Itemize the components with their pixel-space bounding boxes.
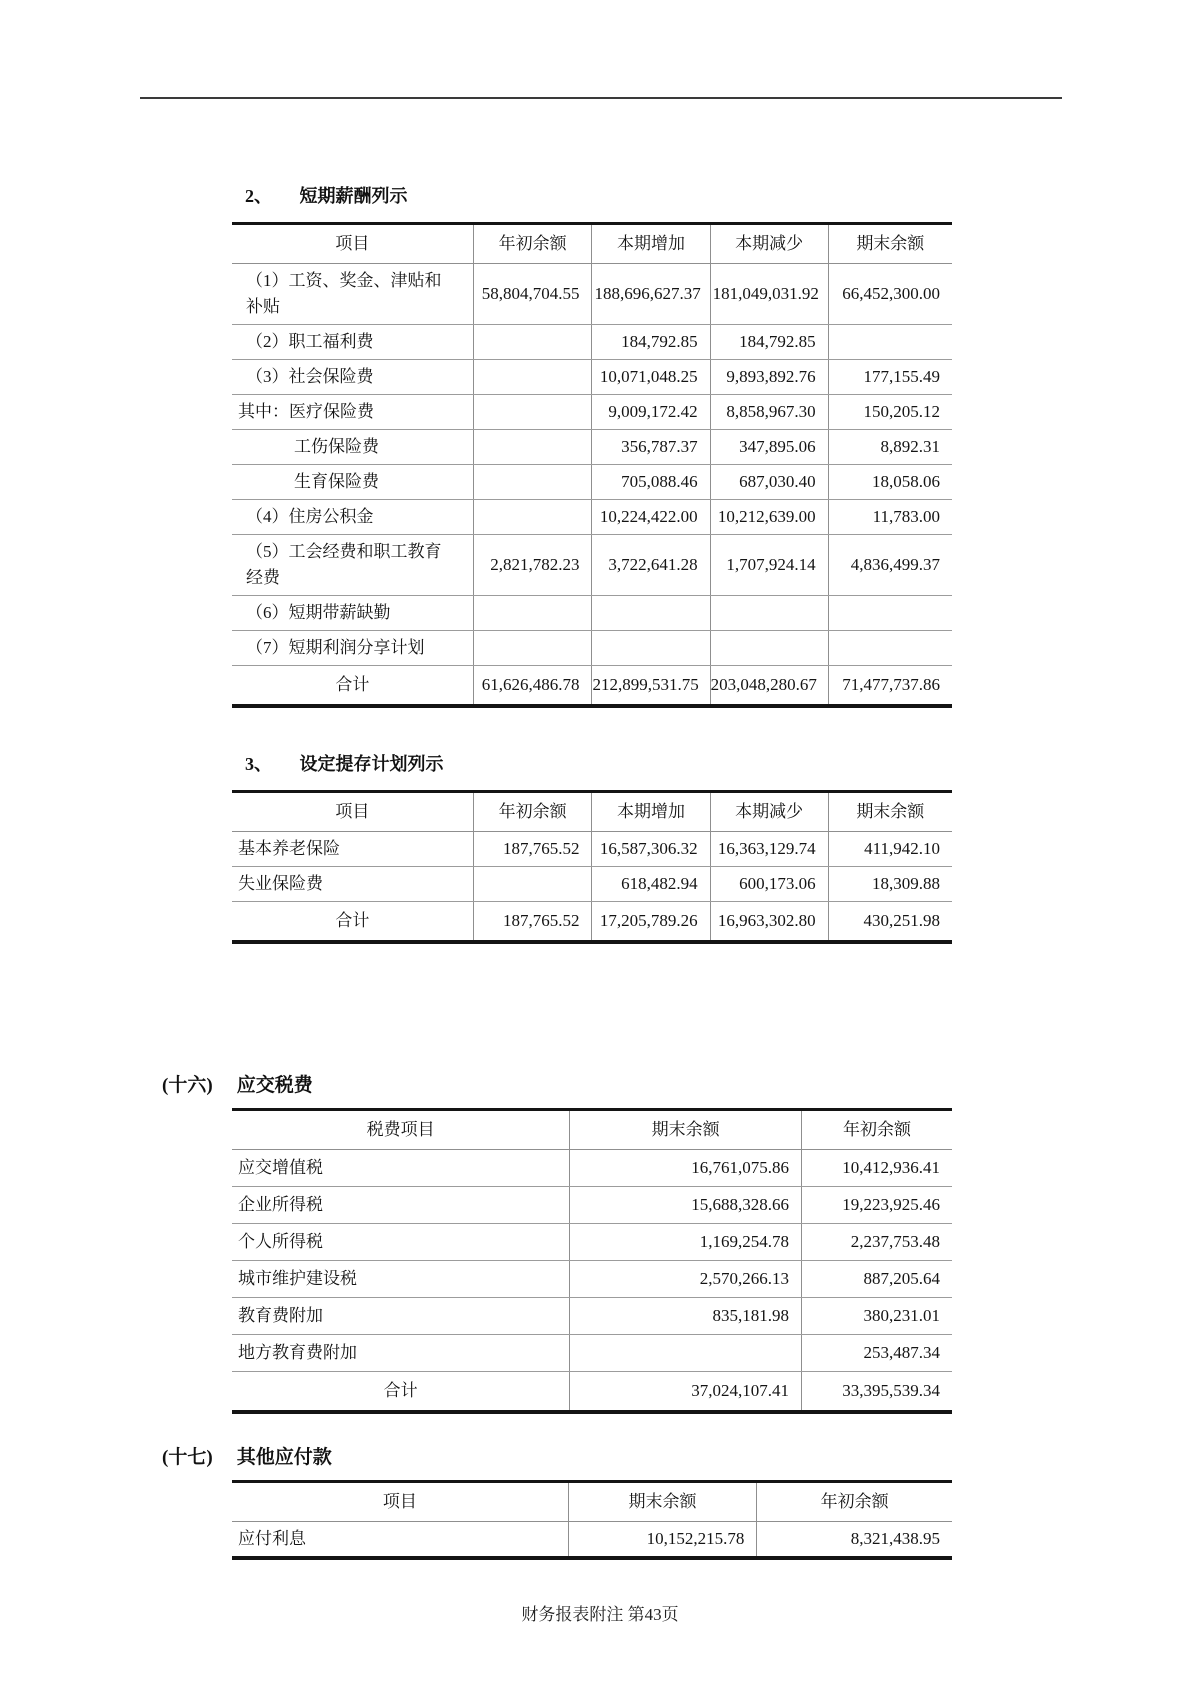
cell-value: 887,205.64 xyxy=(802,1261,953,1298)
cell-value: 17,205,789.26 xyxy=(592,902,710,943)
section-number: (十七) xyxy=(162,1447,213,1468)
cell-value xyxy=(473,395,592,430)
table-row xyxy=(232,1224,952,1261)
cell-value: 16,587,306.32 xyxy=(592,832,710,867)
cell-value xyxy=(473,430,592,465)
cell-value xyxy=(710,631,828,666)
table-row xyxy=(232,465,952,500)
table-header-row xyxy=(232,1110,952,1150)
cell-value xyxy=(473,867,592,902)
table-header-row xyxy=(232,792,952,832)
cell-value: 33,395,539.34 xyxy=(802,1372,953,1413)
table-row xyxy=(232,1187,952,1224)
section-other-payables xyxy=(0,1444,1200,1560)
row-label: （4）住房公积金 xyxy=(232,500,473,535)
column-header: 年初余额 xyxy=(757,1482,952,1522)
table-row xyxy=(232,1298,952,1335)
total-row xyxy=(232,666,952,707)
row-label: 应付利息 xyxy=(238,1529,306,1548)
cell-value: 184,792.85 xyxy=(710,325,828,360)
table-row xyxy=(232,360,952,395)
table-row xyxy=(232,264,952,325)
section-heading xyxy=(162,1444,1200,1472)
cell-value: 8,321,438.95 xyxy=(757,1522,952,1559)
cell-value: 10,412,936.41 xyxy=(802,1150,953,1187)
cell-value: 687,030.40 xyxy=(710,465,828,500)
table-header-row xyxy=(232,224,952,264)
cell-value: 253,487.34 xyxy=(802,1335,953,1372)
cell-value: 212,899,531.75 xyxy=(592,666,710,707)
column-header: 项目 xyxy=(232,1482,568,1522)
cell-value: 187,765.52 xyxy=(473,902,592,943)
cell-value xyxy=(592,596,710,631)
row-label: 企业所得税 xyxy=(232,1187,570,1224)
section-taxes-payable xyxy=(0,1072,1200,1414)
cell-value xyxy=(473,325,592,360)
cell-value xyxy=(473,465,592,500)
table-row xyxy=(232,596,952,631)
cell-value: 356,787.37 xyxy=(592,430,710,465)
row-label: （3）社会保险费 xyxy=(232,360,473,395)
cell-value xyxy=(710,596,828,631)
cell-value: 835,181.98 xyxy=(570,1298,802,1335)
cell-value: 9,893,892.76 xyxy=(710,360,828,395)
cell-value: 380,231.01 xyxy=(802,1298,953,1335)
cell-value: 61,626,486.78 xyxy=(473,666,592,707)
cell-value: 71,477,737.86 xyxy=(828,666,952,707)
row-label: 工伤保险费 xyxy=(232,430,473,465)
row-label: 合计 xyxy=(383,1381,418,1400)
other-payables-table xyxy=(232,1480,952,1560)
table-row xyxy=(232,430,952,465)
table-row xyxy=(232,535,952,596)
row-label: 合计 xyxy=(335,675,370,694)
cell-value: 11,783.00 xyxy=(828,500,952,535)
section-heading xyxy=(245,183,1200,209)
table-row xyxy=(232,1335,952,1372)
row-label: 其中：医疗保险费 xyxy=(232,395,473,430)
column-header: 本期减少 xyxy=(710,792,828,832)
cell-value: 1,707,924.14 xyxy=(710,535,828,596)
cell-value xyxy=(592,631,710,666)
cell-value: 1,169,254.78 xyxy=(570,1224,802,1261)
table-row xyxy=(232,631,952,666)
cell-value: 58,804,704.55 xyxy=(473,264,592,325)
cell-value: 3,722,641.28 xyxy=(592,535,710,596)
cell-value: 4,836,499.37 xyxy=(828,535,952,596)
column-header: 税费项目 xyxy=(232,1110,570,1150)
table-wrapper xyxy=(232,1480,952,1560)
table-row xyxy=(232,867,952,902)
row-label: 生育保险费 xyxy=(232,465,473,500)
cell-value: 2,237,753.48 xyxy=(802,1224,953,1261)
section-title: 短期薪酬列示 xyxy=(299,186,408,206)
page-footer: 财务报表附注 第43页 xyxy=(521,1605,679,1624)
cell-value: 10,224,422.00 xyxy=(592,500,710,535)
column-header: 年初余额 xyxy=(473,792,592,832)
table-row xyxy=(232,832,952,867)
cell-value: 600,173.06 xyxy=(710,867,828,902)
cell-value: 618,482.94 xyxy=(592,867,710,902)
total-row xyxy=(232,1372,952,1413)
cell-value: 430,251.98 xyxy=(828,902,952,943)
cell-value: 184,792.85 xyxy=(592,325,710,360)
cell-value: 19,223,925.46 xyxy=(802,1187,953,1224)
row-label: 合计 xyxy=(335,911,370,930)
cell-value: 18,058.06 xyxy=(828,465,952,500)
table-wrapper xyxy=(232,1108,952,1414)
row-label: 教育费附加 xyxy=(232,1298,570,1335)
cell-value: 150,205.12 xyxy=(828,395,952,430)
cell-value: 37,024,107.41 xyxy=(570,1372,802,1413)
column-header: 本期减少 xyxy=(710,224,828,264)
cell-value: 411,942.10 xyxy=(828,832,952,867)
page-header-rule xyxy=(140,97,1062,99)
row-label: 地方教育费附加 xyxy=(232,1335,570,1372)
table-row xyxy=(232,325,952,360)
column-header: 期末余额 xyxy=(568,1482,757,1522)
total-row xyxy=(232,902,952,943)
table-row xyxy=(232,395,952,430)
cell-value xyxy=(473,500,592,535)
column-header: 本期增加 xyxy=(592,792,710,832)
row-label: （5）工会经费和职工教育经费 xyxy=(232,535,473,596)
table-row xyxy=(232,500,952,535)
cell-value: 705,088.46 xyxy=(592,465,710,500)
cell-value xyxy=(828,596,952,631)
taxes-payable-table xyxy=(232,1108,952,1414)
section-short-term-compensation xyxy=(0,183,1200,708)
cell-value: 16,363,129.74 xyxy=(710,832,828,867)
cell-value: 203,048,280.67 xyxy=(710,666,828,707)
table-header-row xyxy=(232,1482,952,1522)
cell-value: 10,152,215.78 xyxy=(568,1522,757,1559)
defined-contribution-table xyxy=(232,790,952,944)
column-header: 年初余额 xyxy=(802,1110,953,1150)
column-header: 项目 xyxy=(232,224,473,264)
cell-value: 347,895.06 xyxy=(710,430,828,465)
table-row xyxy=(232,1261,952,1298)
section-number: 3、 xyxy=(245,754,272,774)
cell-value xyxy=(473,596,592,631)
table-row xyxy=(232,1522,952,1559)
cell-value: 181,049,031.92 xyxy=(710,264,828,325)
column-header: 期末余额 xyxy=(828,792,952,832)
cell-value: 177,155.49 xyxy=(828,360,952,395)
cell-value: 8,858,967.30 xyxy=(710,395,828,430)
section-title: 应交税费 xyxy=(236,1075,313,1096)
short-term-compensation-table xyxy=(232,222,952,708)
cell-value xyxy=(473,360,592,395)
cell-value: 9,009,172.42 xyxy=(592,395,710,430)
row-label: 应交增值税 xyxy=(232,1150,570,1187)
column-header: 年初余额 xyxy=(473,224,592,264)
cell-value: 8,892.31 xyxy=(828,430,952,465)
column-header: 期末余额 xyxy=(570,1110,802,1150)
cell-value xyxy=(828,325,952,360)
cell-value: 16,963,302.80 xyxy=(710,902,828,943)
section-number: 2、 xyxy=(245,186,272,206)
cell-value: 2,570,266.13 xyxy=(570,1261,802,1298)
cell-value: 18,309.88 xyxy=(828,867,952,902)
section-heading xyxy=(245,751,1200,777)
section-number: (十六) xyxy=(162,1075,213,1096)
cell-value: 188,696,627.37 xyxy=(592,264,710,325)
row-label: 城市维护建设税 xyxy=(232,1261,570,1298)
cell-value xyxy=(473,631,592,666)
section-defined-contribution xyxy=(0,751,1200,944)
row-label: 失业保险费 xyxy=(232,867,473,902)
row-label: 个人所得税 xyxy=(232,1224,570,1261)
cell-value xyxy=(828,631,952,666)
section-title: 设定提存计划列示 xyxy=(299,754,444,774)
column-header: 项目 xyxy=(232,792,473,832)
column-header: 本期增加 xyxy=(592,224,710,264)
cell-value: 10,071,048.25 xyxy=(592,360,710,395)
column-header: 期末余额 xyxy=(828,224,952,264)
cell-value: 2,821,782.23 xyxy=(473,535,592,596)
row-label: 基本养老保险 xyxy=(232,832,473,867)
cell-value: 16,761,075.86 xyxy=(570,1150,802,1187)
section-title: 其他应付款 xyxy=(236,1447,332,1468)
table-wrapper xyxy=(232,222,952,708)
row-label: （6）短期带薪缺勤 xyxy=(232,596,473,631)
cell-value: 15,688,328.66 xyxy=(570,1187,802,1224)
row-label: （2）职工福利费 xyxy=(232,325,473,360)
row-label: （1）工资、奖金、津贴和补贴 xyxy=(232,264,473,325)
cell-value: 187,765.52 xyxy=(473,832,592,867)
cell-value xyxy=(570,1335,802,1372)
row-label: （7）短期利润分享计划 xyxy=(232,631,473,666)
section-heading xyxy=(162,1072,1200,1100)
cell-value: 10,212,639.00 xyxy=(710,500,828,535)
table-wrapper xyxy=(232,790,952,944)
cell-value: 66,452,300.00 xyxy=(828,264,952,325)
table-row xyxy=(232,1150,952,1187)
